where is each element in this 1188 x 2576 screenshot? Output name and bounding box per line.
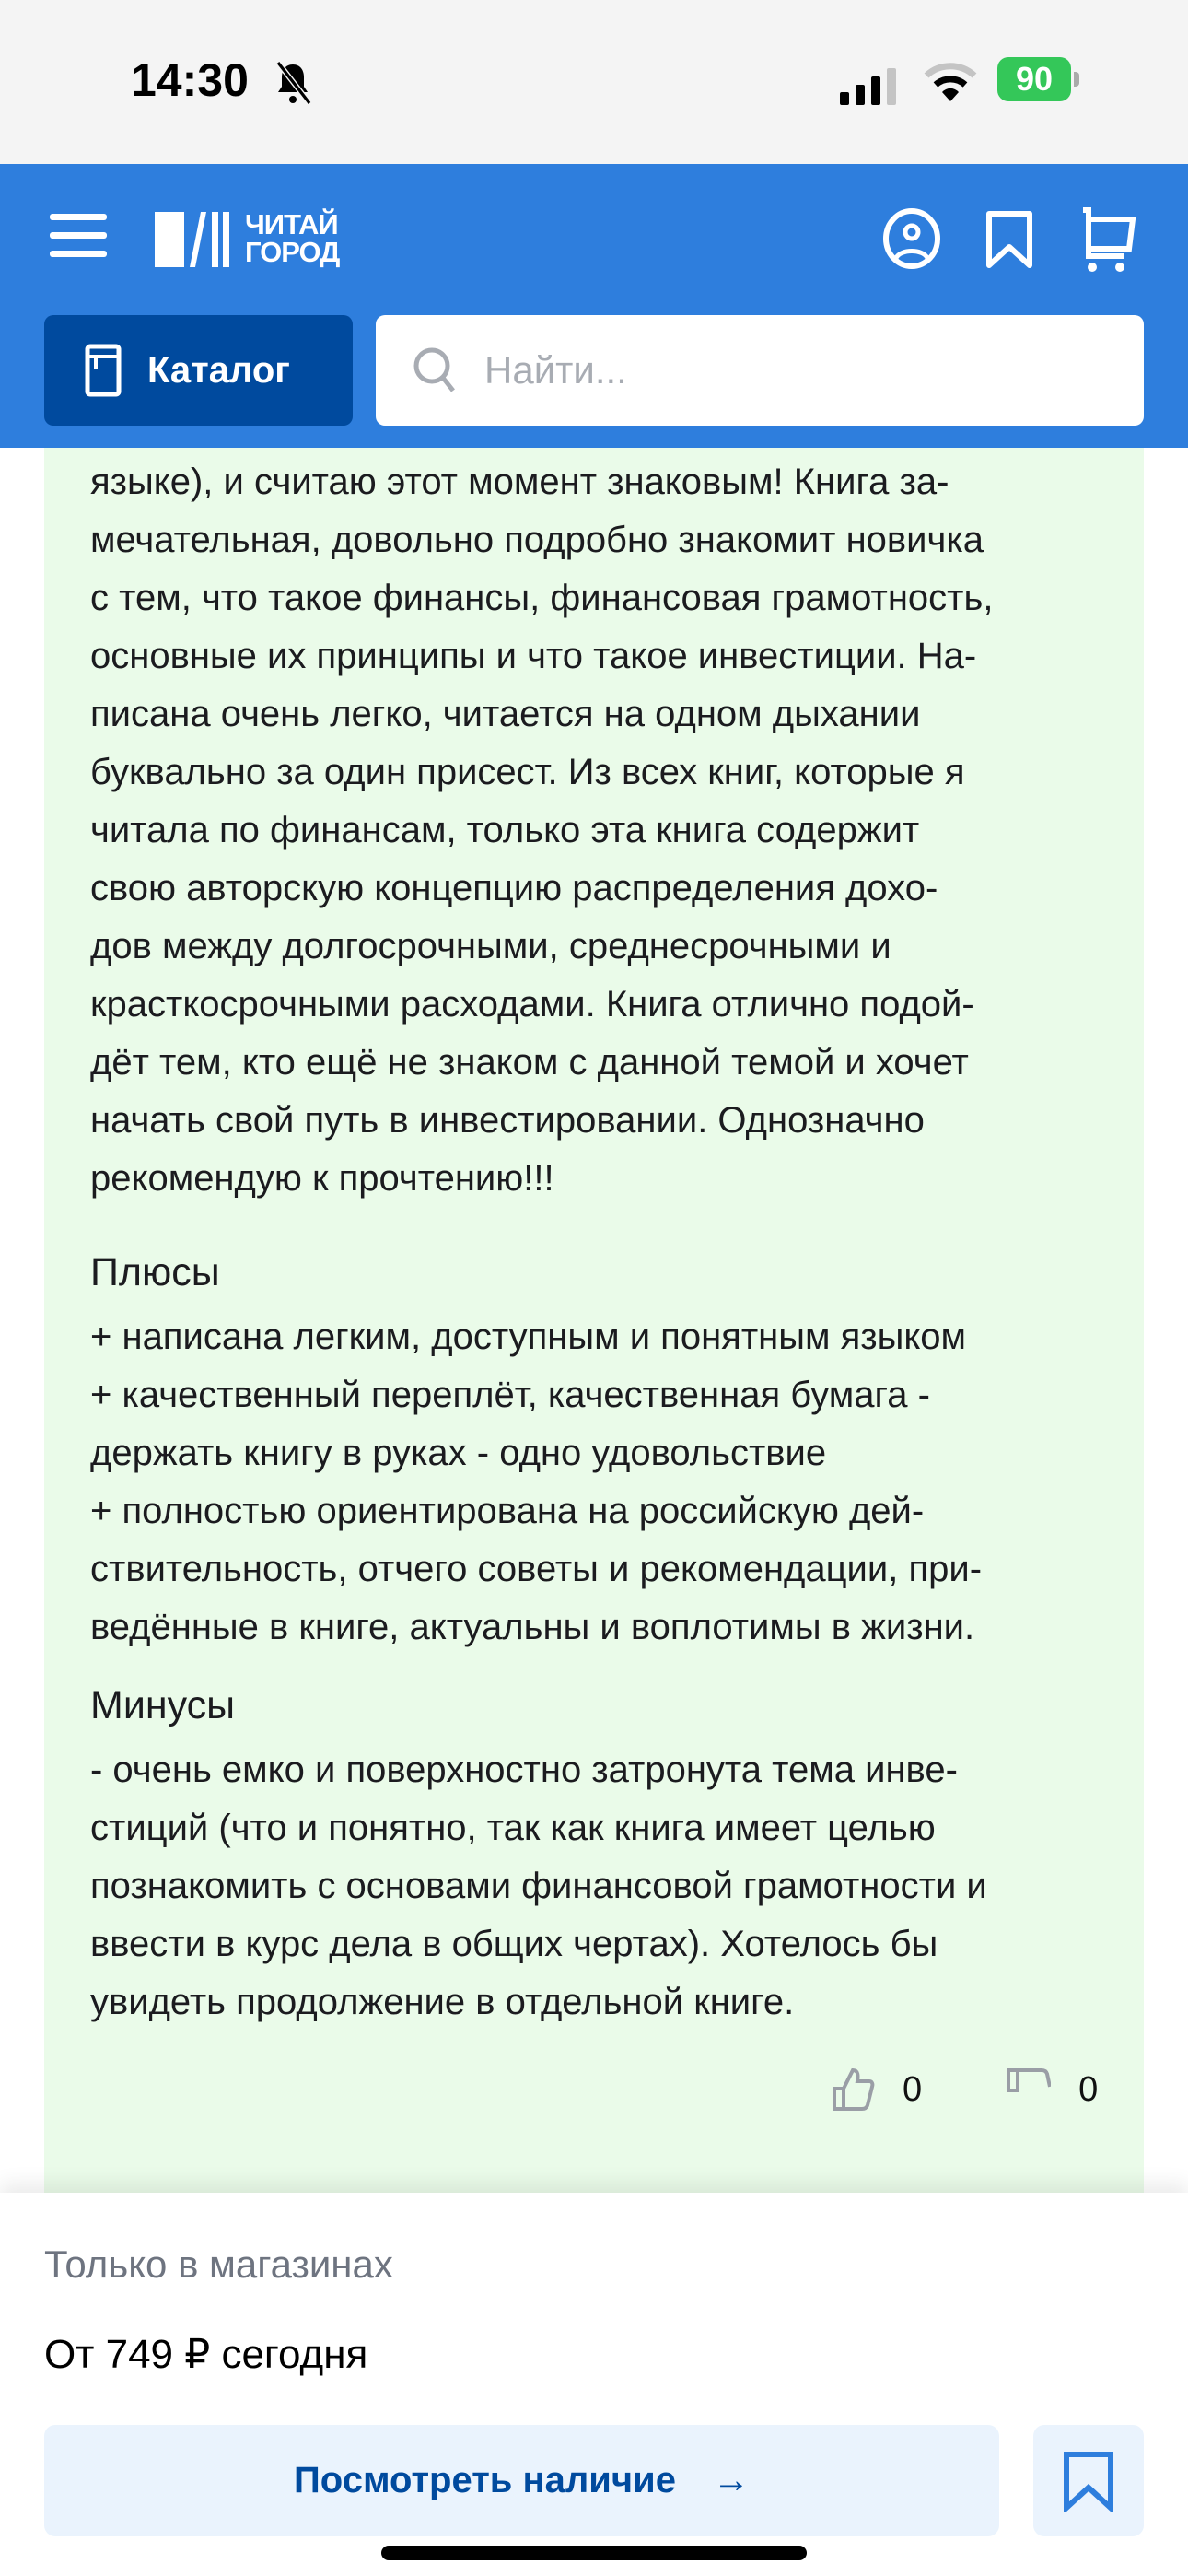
- arrow-right-icon: →: [712, 2460, 750, 2500]
- likes-count: 0: [903, 2070, 923, 2109]
- logo-text-1: ЧИТАЙ: [245, 208, 338, 240]
- logo-text-2: ГОРОД: [245, 236, 340, 268]
- text-line: ввести в курс дела в общих чертах). Хотелось бы: [90, 1924, 938, 1964]
- availability-text: Только в магазинах: [44, 2242, 393, 2286]
- pros-list: [90, 1308, 982, 1657]
- text-line: увидеть продолжение в отдельной книге.: [90, 1982, 795, 2022]
- text-line: + написана легким, доступным и понятным языком: [90, 1317, 967, 1357]
- bookmark-icon: [1063, 2451, 1114, 2512]
- text-line: языке), и считаю этот момент знаковым! Книга за-: [90, 462, 949, 502]
- text-line: - очень емко и поверхностно затронута тема инве-: [90, 1750, 958, 1790]
- text-line: писана очень легко, читается на одном дыхании: [90, 694, 921, 734]
- catalog-label: Каталог: [147, 349, 290, 391]
- text-line: познакомить с основами финансовой грамотности и: [90, 1866, 987, 1906]
- profile-icon[interactable]: [882, 208, 941, 269]
- text-line: читала по финансам, только эта книга содержит: [90, 810, 920, 850]
- bookmark-button[interactable]: [1033, 2425, 1144, 2536]
- status-bar: [0, 0, 1188, 164]
- catalog-button[interactable]: [44, 315, 353, 426]
- text-line: рекомендую к прочтению!!!: [90, 1158, 554, 1199]
- text-line: свою авторскую концепцию распределения дохо-: [90, 868, 938, 908]
- home-indicator[interactable]: [381, 2546, 807, 2560]
- text-line: ведённые в книге, актуальны и воплотимы в жизни.: [90, 1607, 975, 1647]
- cart-icon[interactable]: [1079, 206, 1136, 273]
- review-votes: [829, 2064, 1098, 2115]
- check-availability-label: Посмотреть наличие: [294, 2460, 676, 2500]
- logo[interactable]: [155, 210, 339, 267]
- hamburger-menu-icon[interactable]: [50, 212, 107, 260]
- bell-muted-icon: [273, 61, 313, 105]
- text-line: дов между долгосрочными, среднесрочными и: [90, 926, 891, 966]
- text-line: буквально за один присест. Из всех книг, которые я: [90, 752, 965, 792]
- pros-title: Плюсы: [90, 1250, 220, 1294]
- cons-list: [90, 1741, 987, 2032]
- dislikes-count: 0: [1078, 2070, 1099, 2109]
- search-input[interactable]: [484, 348, 1037, 392]
- check-availability-button[interactable]: [44, 2425, 999, 2536]
- text-line: дёт тем, кто ещё не знаком с данной темой и хочет: [90, 1042, 969, 1083]
- wifi-icon: [923, 61, 978, 103]
- logo-mark-icon: [155, 210, 232, 267]
- text-line: ствительность, отчего советы и рекомендации, при-: [90, 1549, 983, 1589]
- text-line: красткосрочными расходами. Книга отлично подой-: [90, 984, 974, 1025]
- search-field[interactable]: [376, 315, 1144, 426]
- cons-title: Минусы: [90, 1683, 236, 1727]
- thumbs-down-icon[interactable]: [1005, 2067, 1051, 2113]
- price-text: От 749 ₽ сегодня: [44, 2332, 368, 2377]
- book-icon: [85, 344, 122, 397]
- text-line: + полностью ориентирована на российскую дей-: [90, 1491, 925, 1531]
- text-line: начать свой путь в инвестировании. Однозначно: [90, 1100, 925, 1141]
- review-body: [90, 453, 993, 1208]
- search-icon: [413, 346, 457, 394]
- purchase-panel: [0, 2193, 1188, 2576]
- battery-cap: [1074, 72, 1079, 87]
- text-line: основные их принципы и что такое инвестиции. На-: [90, 636, 977, 676]
- text-line: мечательная, довольно подробно знакомит новичка: [90, 520, 984, 560]
- signal-icon: [840, 66, 903, 105]
- status-time: 14:30: [131, 54, 249, 106]
- text-line: + качественный переплёт, качественная бумага -: [90, 1375, 930, 1415]
- text-line: с тем, что такое финансы, финансовая грамотность,: [90, 578, 994, 618]
- text-line: стиций (что и понятно, так как книга имеет целью: [90, 1808, 936, 1848]
- text-line: держать книгу в руках - одно удовольствие: [90, 1433, 827, 1473]
- thumbs-up-icon[interactable]: [829, 2067, 875, 2113]
- bookmark-icon[interactable]: [985, 210, 1033, 269]
- battery-indicator: 90: [997, 57, 1071, 101]
- site-header: [0, 164, 1188, 448]
